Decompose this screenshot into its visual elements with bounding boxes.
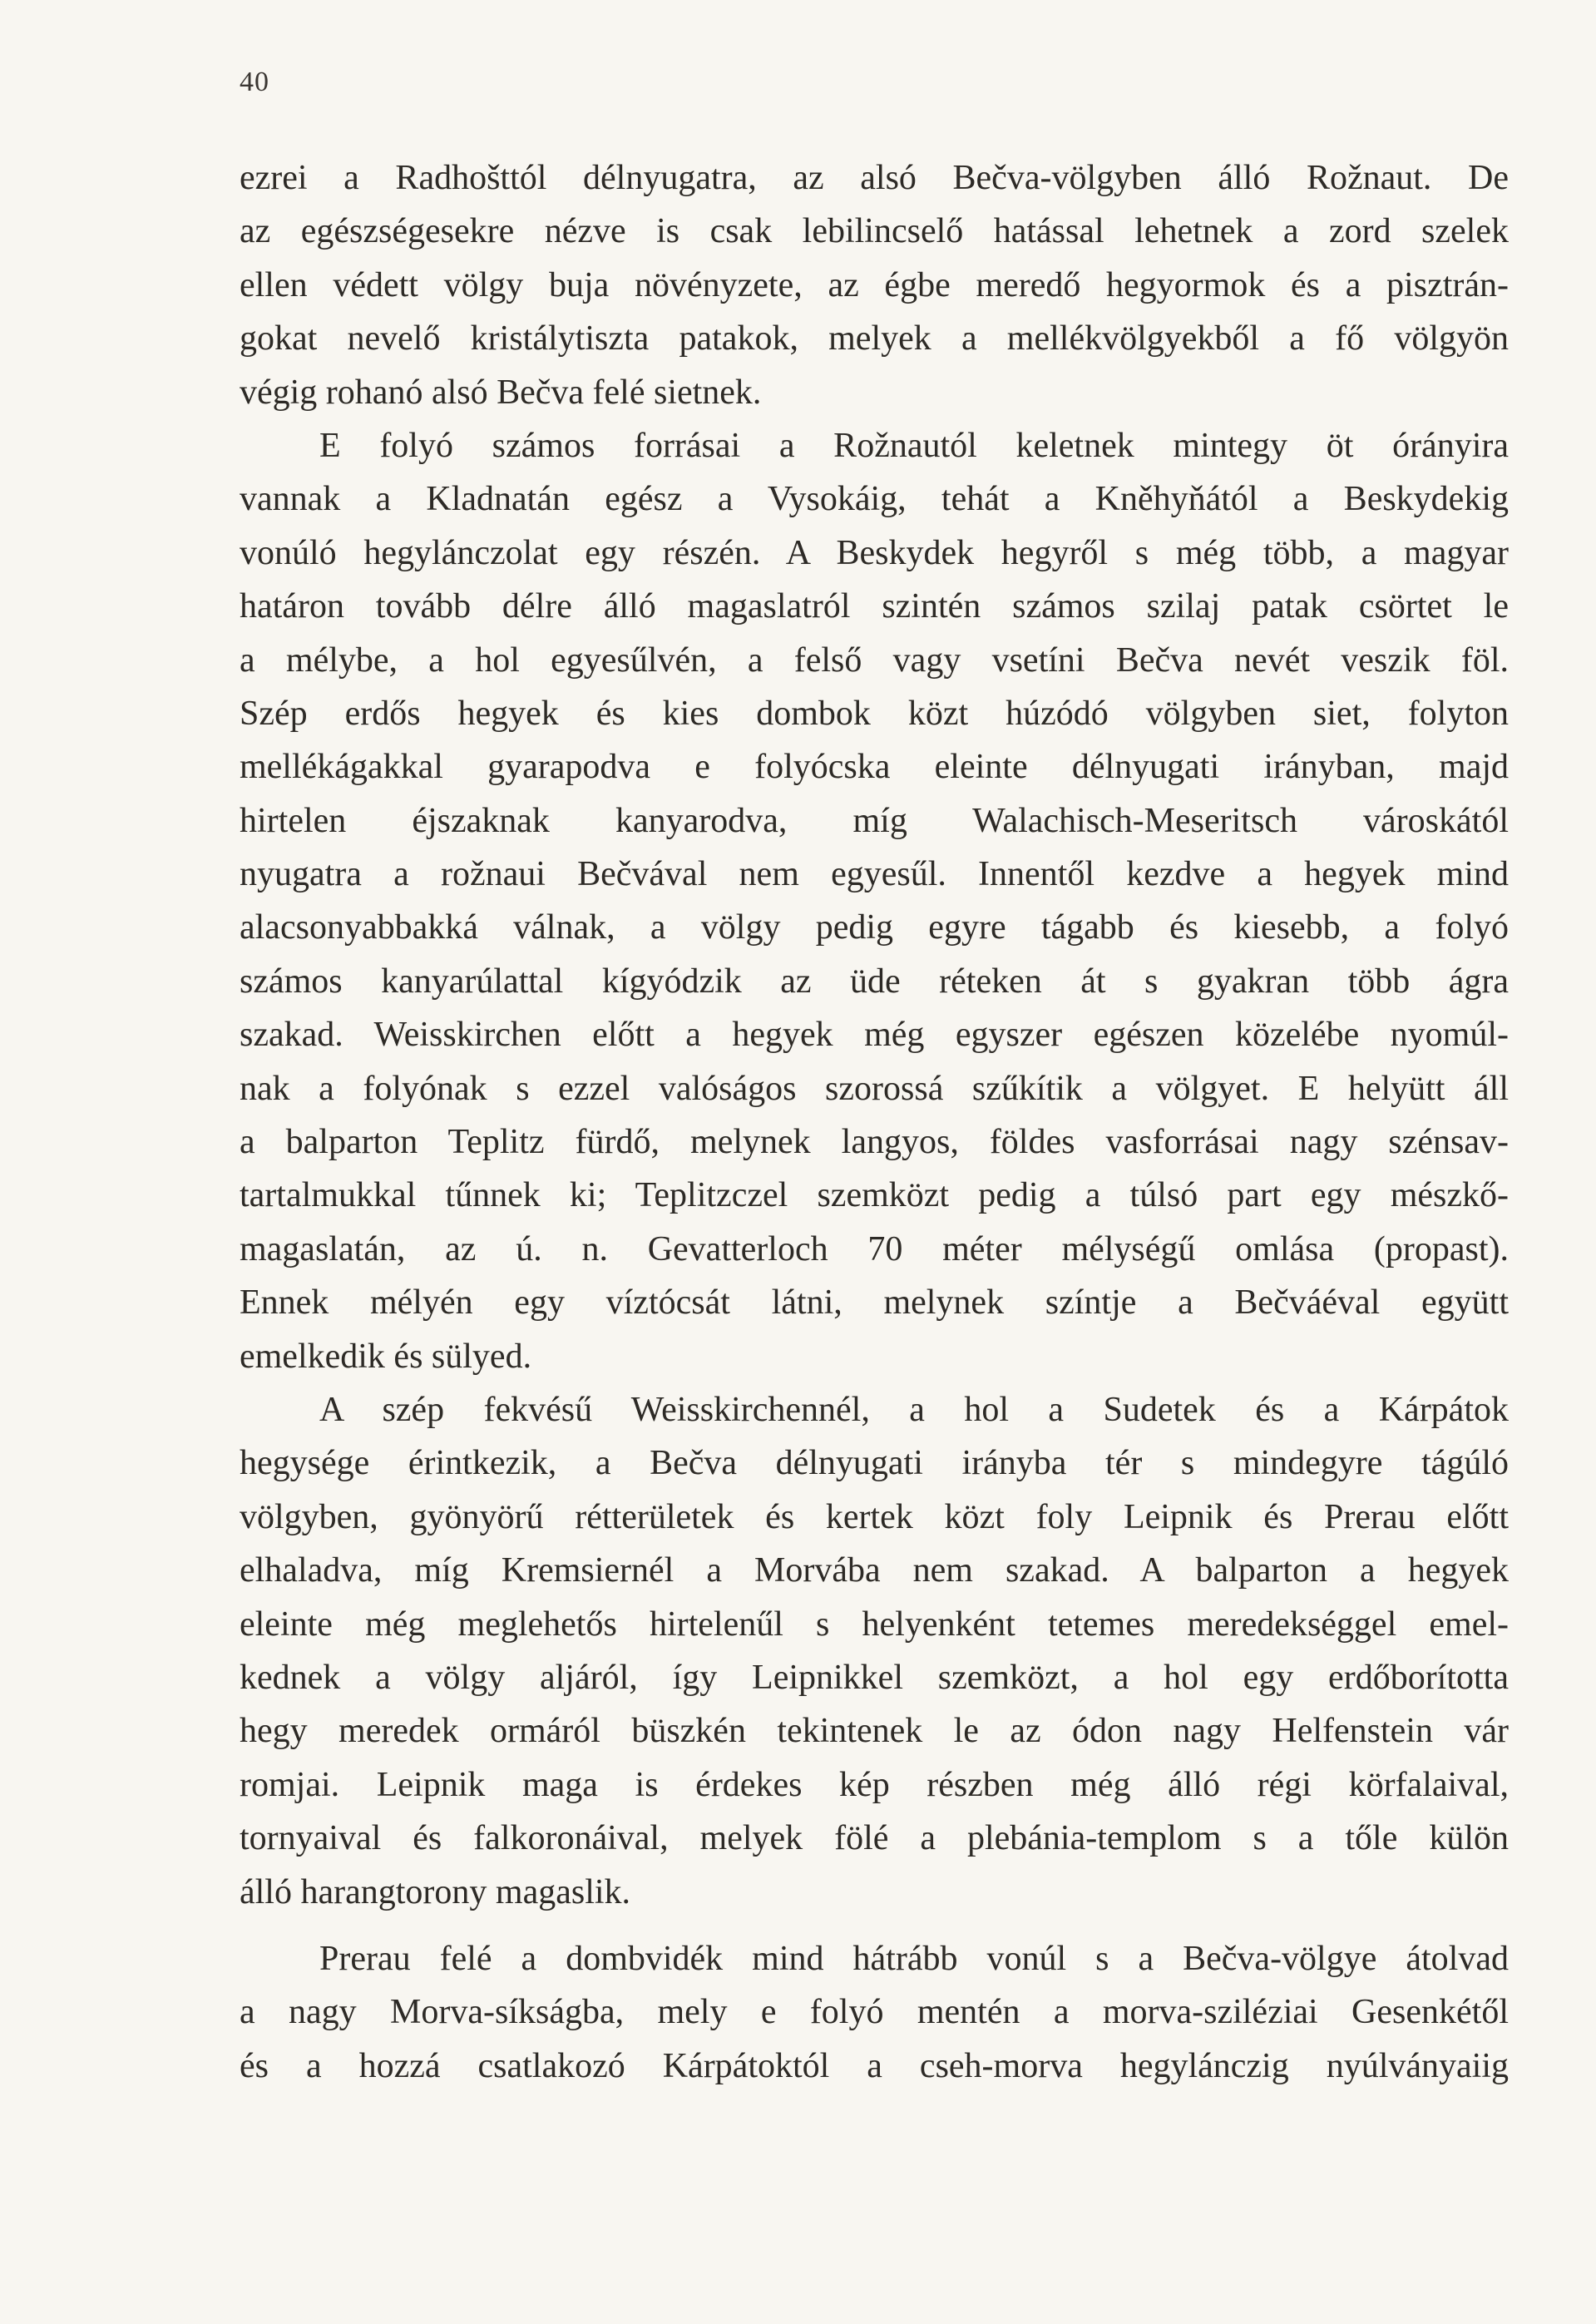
text-line: vonúló hegylánczolat egy részén. A Beskydek hegyről s még több, a magyar [240,533,1509,572]
paragraph-1 [240,151,1509,419]
text-line: tartalmukkal tűnnek ki; Teplitzczel szemközt pedig a túlsó part egy mészkő- [240,1176,1509,1215]
text-line: vannak a Kladnatán egész a Vysokáig, tehát a Kněhyňától a Beskydekig [240,480,1509,519]
text-line: a mélybe, a hol egyesűlvén, a felső vagy vsetíni Bečva nevét veszik föl. [240,640,1509,680]
paragraph-gap [240,1919,1509,1932]
text-line: romjai. Leipnik maga is érdekes kép részben még álló régi körfalaival, [240,1765,1509,1804]
page-number: 40 [240,67,269,97]
text-line: magaslatán, az ú. n. Gevatterloch 70 méter mélységű omlása (propast). [240,1229,1509,1268]
paragraph-2 [240,419,1509,1383]
text-line: a balparton Teplitz fürdő, melynek langyos, földes vasforrásai nagy szénsav- [240,1123,1509,1162]
text-line: ellen védett völgy buja növényzete, az égbe meredő hegyormok és a pisztrán- [240,265,1509,304]
text-line: eleinte még meglehetős hirtelenűl s helyenként tetemes meredekséggel emel- [240,1605,1509,1644]
text-line: az egészségesekre nézve is csak lebilincselő hatással lehetnek a zord szelek [240,212,1509,251]
text-line: hirtelen éjszaknak kanyarodva, míg Walachisch-Meseritsch városkától [240,801,1509,840]
text-line: Prerau felé a dombvidék mind hátrább vonúl s a Bečva-völgye átolvad [319,1939,1509,1978]
text-line: hegy meredek ormáról büszkén tekintenek le az ódon nagy Helfenstein vár [240,1712,1509,1751]
text-line: tornyaival és falkoronáival, melyek fölé a plebánia-templom s a tőle külön [240,1819,1509,1858]
text-line: szakad. Weisskirchen előtt a hegyek még egyszer egészen közelébe nyomúl- [240,1016,1509,1055]
text-line: alacsonyabbakká válnak, a völgy pedig egyre tágabb és kiesebb, a folyó [240,908,1509,947]
text-line: határon tovább délre álló magaslatról szintén számos szilaj patak csörtet le [240,587,1509,626]
text-line: hegysége érintkezik, a Bečva délnyugati irányba tér s mindegyre tágúló [240,1444,1509,1483]
paragraph-4 [240,1932,1509,2093]
text-line: Ennek mélyén egy víztócsát látni, melynek színtje a Bečváéval együtt [240,1283,1509,1323]
text-line: kednek a völgy aljáról, így Leipnikkel szemközt, a hol egy erdőborította [240,1658,1509,1697]
text-line: a nagy Morva-síkságba, mely e folyó mentén a morva-sziléziai Gesenkétől [240,1993,1509,2032]
paragraph-3 [240,1383,1509,1919]
text-line: Szép erdős hegyek és kies dombok közt húzódó völgyben siet, folyton [240,694,1509,733]
text-line: A szép fekvésű Weisskirchennél, a hol a Sudetek és a Kárpátok [319,1390,1509,1429]
text-line: nak a folyónak s ezzel valóságos szorossá szűkítik a völgyet. E helyütt áll [240,1069,1509,1108]
text-line: nyugatra a rožnaui Bečvával nem egyesűl. Innentől kezdve a hegyek mind [240,855,1509,894]
text-line: elhaladva, míg Kremsiernél a Morvába nem szakad. A balparton a hegyek [240,1551,1509,1590]
body-text [240,151,1509,2093]
text-line: völgyben, gyönyörű rétterületek és kertek közt foly Leipnik és Prerau előtt [240,1497,1509,1536]
text-line: és a hozzá csatlakozó Kárpátoktól a cseh-morva hegylánczig nyúlványaiig [240,2046,1509,2085]
text-line: álló harangtorony magaslik. [240,1872,631,1911]
text-line: mellékágakkal gyarapodva e folyócska eleinte délnyugati irányban, majd [240,748,1509,787]
text-line: E folyó számos forrásai a Rožnautól keletnek mintegy öt órányira [319,426,1509,465]
text-line: ezrei a Radhošttól délnyugatra, az alsó Bečva-völgyben álló Rožnaut. De [240,159,1509,197]
text-line: végig rohanó alsó Bečva felé sietnek. [240,373,762,412]
text-line: gokat nevelő kristálytiszta patakok, melyek a mellékvölgyekből a fő völgyön [240,319,1509,358]
text-line: emelkedik és sülyed. [240,1337,532,1376]
text-line: számos kanyarúlattal kígyódzik az üde réteken át s gyakran több ágra [240,962,1509,1001]
